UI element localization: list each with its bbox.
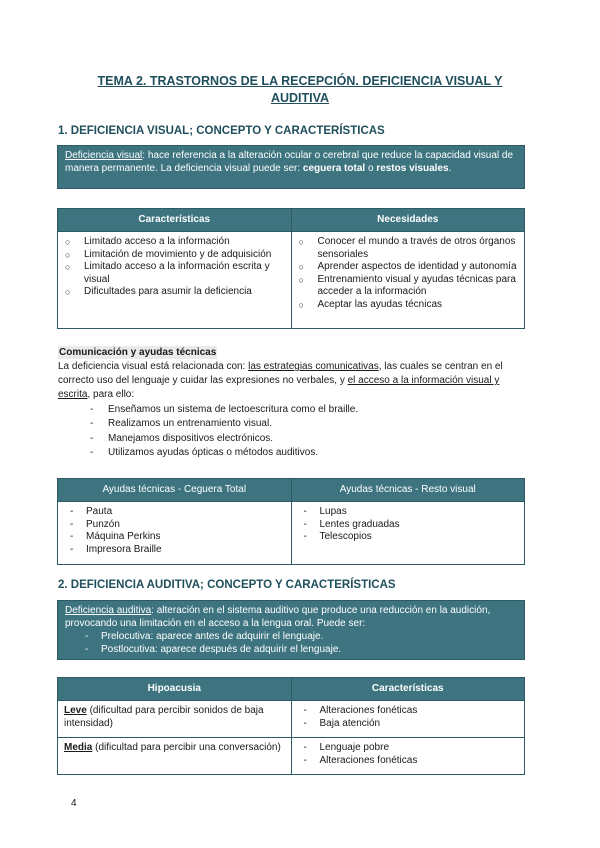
list-item: - Pauta bbox=[64, 506, 285, 519]
list-item: - Lenguaje pobre bbox=[298, 742, 519, 755]
visual-characteristics-table bbox=[57, 208, 525, 329]
list-item: - Enseñamos un sistema de lectoescritura como el braille. bbox=[86, 403, 358, 417]
list-item: - Prelocutiva: aparece antes de adquirir el lenguaje. bbox=[79, 630, 517, 643]
hypoacusis-level-cell bbox=[58, 701, 292, 738]
table-header-needs: Necesidades bbox=[291, 209, 525, 232]
level-characteristics-cell bbox=[291, 701, 525, 738]
list-item: - Utilizamos ayudas ópticas o métodos auditivos. bbox=[86, 446, 358, 460]
list-item: - Postlocutiva: aparece después de adquirir el lenguaje. bbox=[79, 643, 517, 656]
communication-list bbox=[86, 403, 358, 461]
technical-aids-table bbox=[57, 478, 525, 565]
table-header-characteristics: Características bbox=[291, 678, 525, 701]
list-item: - Impresora Braille bbox=[64, 544, 285, 557]
communication-text-2: , las cuales se centran en el correcto uso del lenguaje y cuidar las expresiones no verbales, y bbox=[58, 361, 503, 386]
visual-type-rest: restos visuales bbox=[376, 163, 449, 174]
section2-heading: 2. DEFICIENCIA AUDITIVA; CONCEPTO Y CARACTERÍSTICAS bbox=[58, 579, 396, 591]
level-description: (dificultad para percibir una conversación) bbox=[92, 742, 281, 753]
table-header-characteristics: Características bbox=[58, 209, 292, 232]
hearing-definition-term: Deficiencia auditiva bbox=[65, 605, 152, 616]
visual-definition-end: . bbox=[448, 163, 452, 174]
list-item: - Lentes graduadas bbox=[298, 519, 519, 532]
list-item: - Realizamos un entrenamiento visual. bbox=[86, 417, 358, 431]
list-item: - Alteraciones fonéticas bbox=[298, 755, 519, 768]
table-row bbox=[58, 738, 525, 775]
communication-text-3: , para ello: bbox=[87, 389, 135, 400]
list-item: - Punzón bbox=[64, 519, 285, 532]
list-item: - Telescopios bbox=[298, 531, 519, 544]
table-row bbox=[58, 701, 525, 738]
communication-access: el acceso a la información visual y escrita bbox=[58, 375, 500, 400]
visual-type-total: ceguera total bbox=[302, 163, 366, 174]
characteristics-cell bbox=[58, 232, 292, 329]
communication-text-1: La deficiencia visual está relacionada con: bbox=[58, 361, 249, 372]
communication-subheading: Comunicación y ayudas técnicas bbox=[59, 347, 217, 358]
list-item: ○ Limitado acceso a la información bbox=[64, 236, 285, 249]
level-label: Media bbox=[64, 742, 93, 753]
visual-definition-box bbox=[57, 145, 525, 189]
visual-definition-term: Deficiencia visual bbox=[65, 150, 143, 161]
list-item: ○ Aceptar las ayudas técnicas bbox=[298, 299, 519, 312]
page-number: 4 bbox=[71, 798, 77, 809]
list-item: - Máquina Perkins bbox=[64, 531, 285, 544]
table-header-total-blindness: Ayudas técnicas - Ceguera Total bbox=[58, 479, 292, 502]
list-item: - Manejamos dispositivos electrónicos. bbox=[86, 432, 358, 446]
residual-vision-aids-cell bbox=[291, 502, 525, 565]
hypoacusis-level-cell bbox=[58, 738, 292, 775]
table-header-residual-vision: Ayudas técnicas - Resto visual bbox=[291, 479, 525, 502]
level-label: Leve bbox=[64, 705, 87, 716]
level-characteristics-cell bbox=[291, 738, 525, 775]
page-title: TEMA 2. TRASTORNOS DE LA RECEPCIÓN. DEFICIENCIA VISUAL Y AUDITIVA bbox=[97, 74, 503, 105]
list-item: ○ Limitado acceso a la información escrita y visual bbox=[64, 261, 285, 286]
list-item: - Alteraciones fonéticas bbox=[298, 705, 519, 718]
visual-definition-or: o bbox=[365, 163, 377, 174]
hypoacusis-table bbox=[57, 677, 525, 775]
needs-cell bbox=[291, 232, 525, 329]
list-item: ○ Dificultades para asumir la deficiencia bbox=[64, 286, 285, 299]
hearing-definition-box bbox=[57, 600, 525, 660]
hearing-definition-text: : alteración en el sistema auditivo que produce una reducción en la audición, provocando una limitación en el acceso a la lengua oral. Puede ser: bbox=[65, 605, 491, 629]
list-item: - Baja atención bbox=[298, 718, 519, 731]
communication-strategies: las estrategias comunicativas bbox=[248, 361, 379, 372]
total-blindness-aids-cell bbox=[58, 502, 292, 565]
section1-heading: 1. DEFICIENCIA VISUAL; CONCEPTO Y CARACTERÍSTICAS bbox=[58, 125, 385, 137]
list-item: ○ Aprender aspectos de identidad y autonomía bbox=[298, 261, 519, 274]
table-header-hypoacusis: Hipoacusia bbox=[58, 678, 292, 701]
communication-paragraph bbox=[58, 360, 528, 402]
list-item: - Lupas bbox=[298, 506, 519, 519]
list-item: ○ Conocer el mundo a través de otros órganos sensoriales bbox=[298, 236, 519, 261]
list-item: ○ Limitación de movimiento y de adquisición bbox=[64, 249, 285, 262]
visual-definition-text: : hace referencia a la alteración ocular o cerebral que reduce la capacidad visual de manera permanente. La deficiencia visual puede ser: bbox=[65, 150, 514, 174]
level-description: (dificultad para percibir sonidos de baja intensidad) bbox=[64, 705, 264, 729]
list-item: ○ Entrenamiento visual y ayudas técnicas para acceder a la información bbox=[298, 274, 519, 299]
